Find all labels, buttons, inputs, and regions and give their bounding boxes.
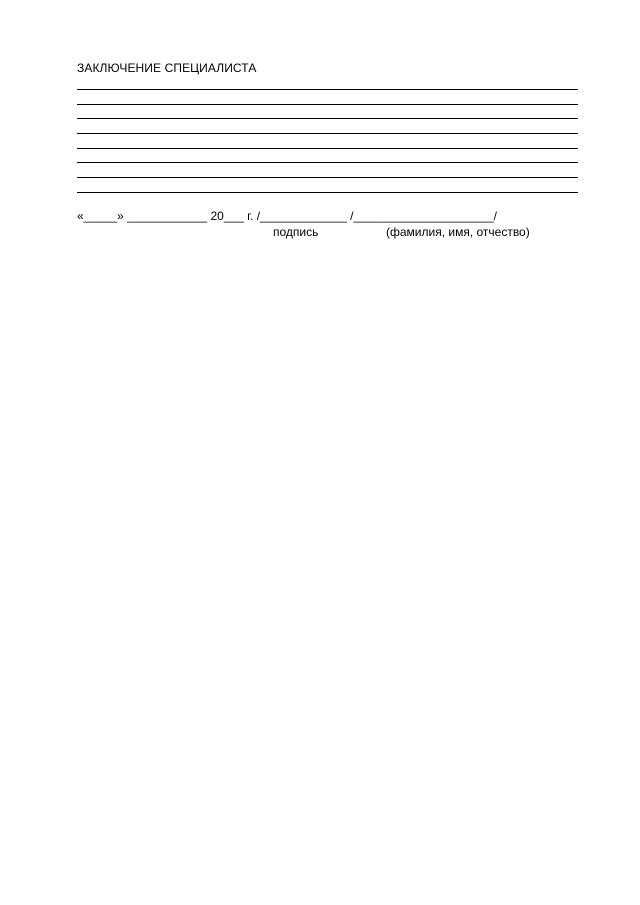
date-signature-line: «_____» ____________ 20___ г. /_____________ /_____________________/	[77, 209, 497, 223]
blank-rule-6	[77, 162, 578, 163]
blank-rule-8	[77, 192, 578, 193]
blank-rule-5	[77, 148, 578, 149]
document-title: ЗАКЛЮЧЕНИЕ СПЕЦИАЛИСТА	[77, 61, 257, 75]
blank-rule-4	[77, 133, 578, 134]
blank-rule-3	[77, 118, 578, 119]
blank-rule-2	[77, 104, 578, 105]
blank-rule-7	[77, 177, 578, 178]
blank-rule-1	[77, 89, 578, 90]
signature-caption: подпись	[273, 225, 319, 239]
full-name-caption: (фамилия, имя, отчество)	[386, 225, 530, 239]
